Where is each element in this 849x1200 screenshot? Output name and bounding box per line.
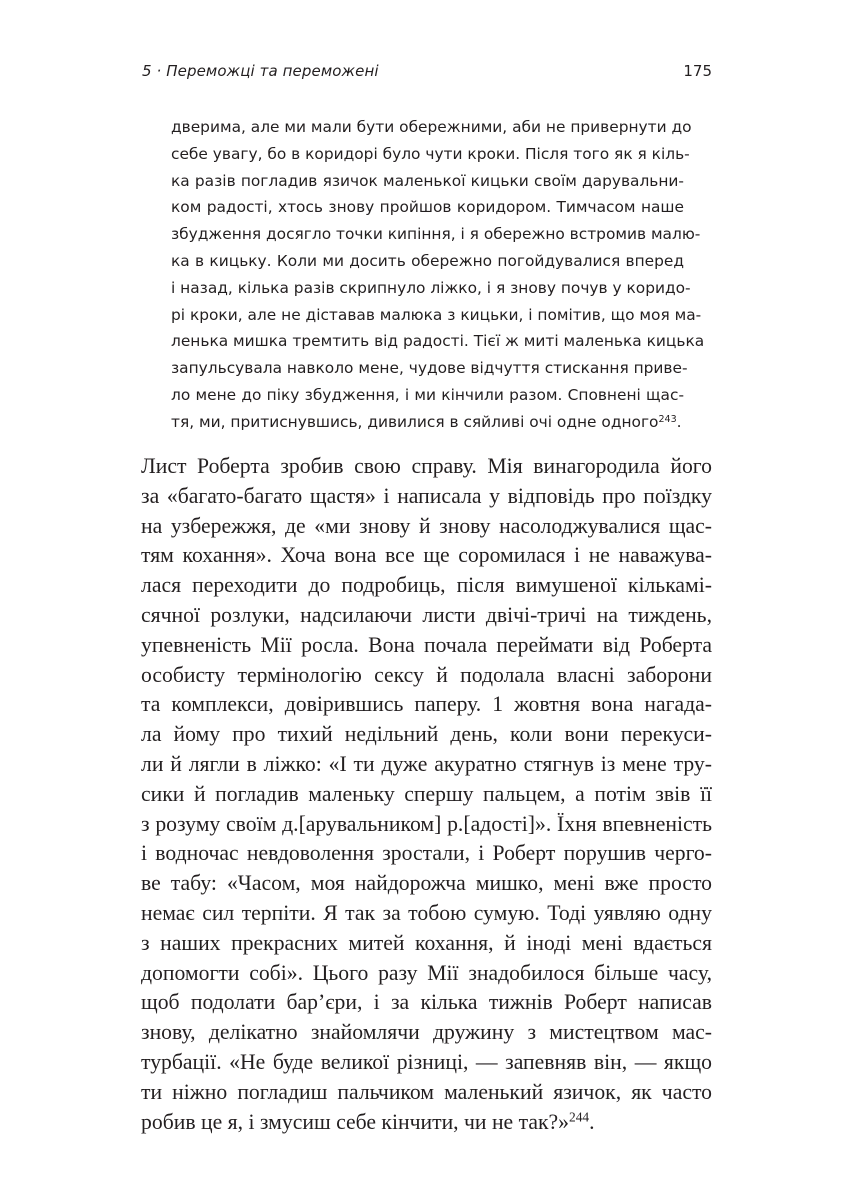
body-line-text: робив це я, і змусиш себе кінчити, чи не так?» [141,1109,569,1134]
body-line: Лист Роберта зробив свою справу. Мія винагородила його [141,454,712,478]
body-line: за «багато-багато щастя» і написала у відповідь про поїздку [141,483,712,508]
quote-line: ленька мишка тремтить від радості. Тієї ж миті маленька кицька [171,332,705,351]
body-line: та комплекси, довірившись паперу. 1 жовтня вона нагада- [141,692,712,717]
body-paragraph [141,452,712,1137]
body-line: і водночас невдоволення зростали, і Роберт порушив черго- [141,841,712,866]
body-line: упевненість Мії росла. Вона почала переймати від Роберта [141,632,712,657]
body-line: ти ніжно погладиш пальчиком маленький язичок, як часто [141,1079,712,1104]
body-line: ли й лягли в ліжко: «І ти дуже акуратно стягнув із мене тру- [141,751,712,776]
footnote-ref-243[interactable]: 243 [658,413,677,425]
quote-line: ка разів погладив язичок маленької кицьки своїм дарувальни- [171,171,684,190]
quote-last-line [171,409,684,436]
quote-line: ло мене до піку збудження, і ми кінчили разом. Сповнені щас- [171,385,684,404]
body-line: тям кохання». Хоча вона все ще соромилася і не наважува- [141,543,712,568]
quote-line: ком радості, хтось знову пройшов коридором. Тимчасом наше [171,198,684,217]
body-line: турбації. «Не буде великої різниці, — запевняв він, — якщо [141,1049,712,1074]
body-line: ла йому про тихий недільний день, коли вони перекуси- [141,722,712,747]
footnote-ref-244[interactable]: 244 [568,1109,590,1125]
body-line: на узбережжя, де «ми знову й знову насолоджувалися щас- [141,513,712,538]
page-number: 175 [683,62,712,80]
running-head [142,62,712,86]
quote-line-text: тя, ми, притиснувшись, дивилися в сяйливі очі одне одного [171,412,659,431]
body-line: з розуму своїм д.[арувальником] р.[адості]». Їхня впевненість [141,811,712,836]
body-line: немає сил терпіти. Я так за тобою сумую. Тоді уявляю одну [141,900,712,925]
body-line: знову, делікатно знайомлячи дружину з мистецтвом мас- [141,1020,712,1045]
quote-line: збудження досягло точки кипіння, і я обережно встромив малю- [171,225,701,244]
quote-end-punct: . [676,412,682,431]
quote-line: ка в кицьку. Коли ми досить обережно погойдувалися вперед [171,251,684,270]
body-line: лася переходити до подробиць, після вимушеної кількамі- [141,573,712,598]
body-end-punct: . [589,1109,595,1134]
quote-line: дверима, але ми мали бути обережними, аби не привернути до [171,118,692,136]
body-line: сики й погладив маленьку спершу пальцем, а потім звів її [141,781,712,806]
body-line: з наших прекрасних митей кохання, й іноді мені вдається [141,930,712,955]
body-line: щоб подолати бар’єри, і за кілька тижнів Роберт написав [141,990,712,1015]
body-line: ве табу: «Часом, моя найдорожча мишко, мені вже просто [141,871,712,896]
quote-line: рі кроки, але не діставав малюка з кицьки, і помітив, що моя ма- [171,305,702,324]
body-last-line [141,1108,712,1138]
chapter-title: 5 · Переможці та переможені [142,62,379,80]
body-line: особисту термінологію сексу й подолала власні заборони [141,662,712,687]
block-quote [171,114,705,436]
body-line: сячної розлуки, надсилаючи листи двічі-тричі на тиждень, [141,602,712,627]
quote-line: і назад, кілька разів скрипнуло ліжко, і я знову почув у коридо- [171,278,691,297]
quote-line: запульсувала навколо мене, чудове відчуття стискання приве- [171,359,688,378]
body-line: допомогти собі». Цього разу Мії знадобилося більше часу, [141,960,712,985]
quote-line: себе увагу, бо в коридорі було чути кроки. Після того як я кіль- [171,144,690,163]
